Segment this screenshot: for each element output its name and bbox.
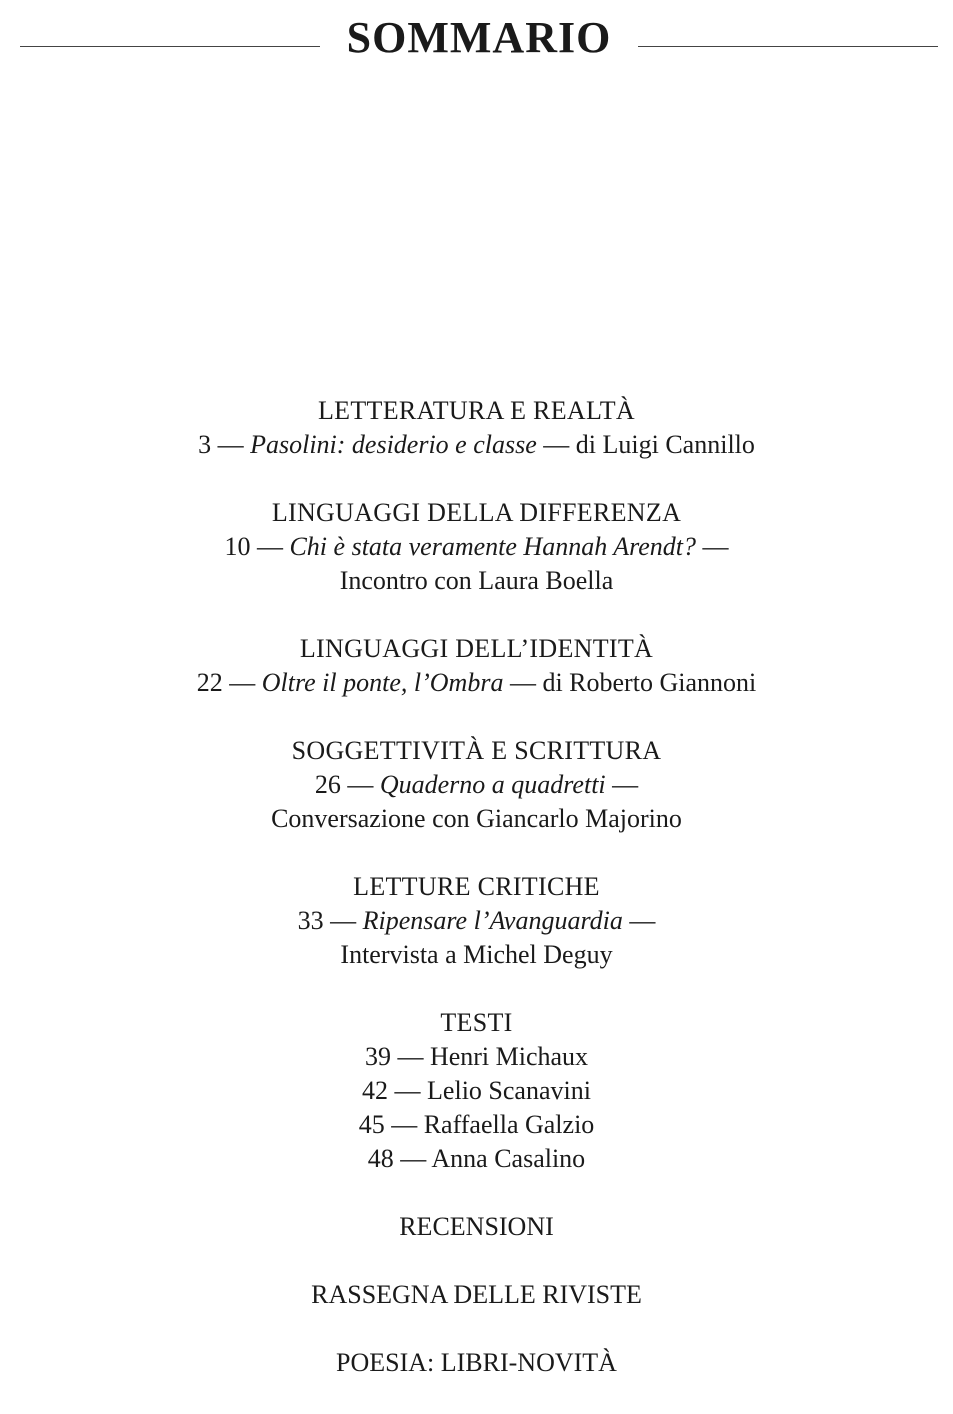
- author-credit: di Roberto Giannoni: [542, 668, 757, 697]
- page-title: SOMMARIO: [346, 13, 612, 62]
- section-title: LETTURE CRITICHE: [353, 872, 600, 901]
- page-number: 33: [297, 906, 324, 935]
- page-number: 3: [198, 430, 212, 459]
- dash: —: [330, 906, 357, 935]
- dash: —: [702, 532, 729, 561]
- author-name: Henri Michaux: [429, 1042, 589, 1071]
- toc-entry: [0, 1074, 953, 1108]
- dash: —: [509, 668, 536, 697]
- dash: —: [217, 430, 244, 459]
- page-number: 26: [314, 770, 341, 799]
- page-number: 48: [367, 1144, 394, 1173]
- toc-section-identita: [0, 632, 953, 700]
- header-rule-left: [20, 46, 320, 47]
- work-title: Quaderno a quadretti: [379, 770, 606, 799]
- toc-entry-continuation: Conversazione con Giancarlo Majorino: [271, 804, 682, 833]
- section-title: SOGGETTIVITÀ E SCRITTURA: [291, 736, 662, 765]
- toc-entry: [0, 530, 953, 564]
- toc-heading-recensioni: RECENSIONI: [399, 1212, 554, 1241]
- toc-entry: [0, 428, 953, 462]
- author-name: Anna Casalino: [431, 1144, 586, 1173]
- section-title: LINGUAGGI DELL’IDENTITÀ: [299, 634, 654, 663]
- page-number: 45: [358, 1110, 385, 1139]
- toc-entry: [0, 1142, 953, 1176]
- dash: —: [400, 1144, 427, 1173]
- toc-entry: [0, 666, 953, 700]
- work-title: Oltre il ponte, l’Ombra: [261, 668, 504, 697]
- work-title: Pasolini: desiderio e classe: [250, 430, 537, 459]
- page-number: 22: [196, 668, 223, 697]
- dash: —: [229, 668, 256, 697]
- toc-section-testi: [0, 1006, 953, 1176]
- work-title: Ripensare l’Avanguardia: [362, 906, 623, 935]
- dash: —: [543, 430, 570, 459]
- dash: —: [612, 770, 639, 799]
- toc-heading-rassegna-riviste: RASSEGNA DELLE RIVISTE: [311, 1280, 642, 1309]
- toc-heading-poesia-novita: POESIA: LIBRI-NOVITÀ: [336, 1348, 617, 1377]
- author-credit: di Luigi Cannillo: [575, 430, 755, 459]
- author-name: Lelio Scanavini: [427, 1076, 591, 1105]
- section-title: LINGUAGGI DELLA DIFFERENZA: [271, 498, 682, 527]
- dash: —: [397, 1042, 424, 1071]
- toc-section-letteratura: [0, 394, 953, 462]
- work-title: Chi è stata veramente Hannah Arendt?: [289, 532, 697, 561]
- toc-entry: [0, 1108, 953, 1142]
- section-title: LETTERATURA E REALTÀ: [317, 396, 636, 425]
- dash: —: [391, 1110, 418, 1139]
- dash: —: [347, 770, 374, 799]
- page-number: 10: [224, 532, 251, 561]
- page-number: 42: [362, 1076, 389, 1105]
- toc-section-soggettivita: [0, 734, 953, 836]
- page-header: [0, 8, 953, 68]
- toc-entry: [0, 768, 953, 802]
- toc-entry-continuation: Incontro con Laura Boella: [339, 566, 614, 595]
- toc-entry: [0, 1040, 953, 1074]
- page-number: 39: [364, 1042, 391, 1071]
- table-of-contents: [0, 394, 953, 1414]
- dash: —: [394, 1076, 421, 1105]
- dash: —: [256, 532, 283, 561]
- section-title: TESTI: [440, 1008, 513, 1037]
- toc-entry-continuation: Intervista a Michel Deguy: [340, 940, 613, 969]
- header-rule-right: [638, 46, 938, 47]
- author-name: Raffaella Galzio: [423, 1110, 595, 1139]
- toc-section-differenza: [0, 496, 953, 598]
- toc-section-letture-critiche: [0, 870, 953, 972]
- dash: —: [629, 906, 656, 935]
- toc-entry: [0, 904, 953, 938]
